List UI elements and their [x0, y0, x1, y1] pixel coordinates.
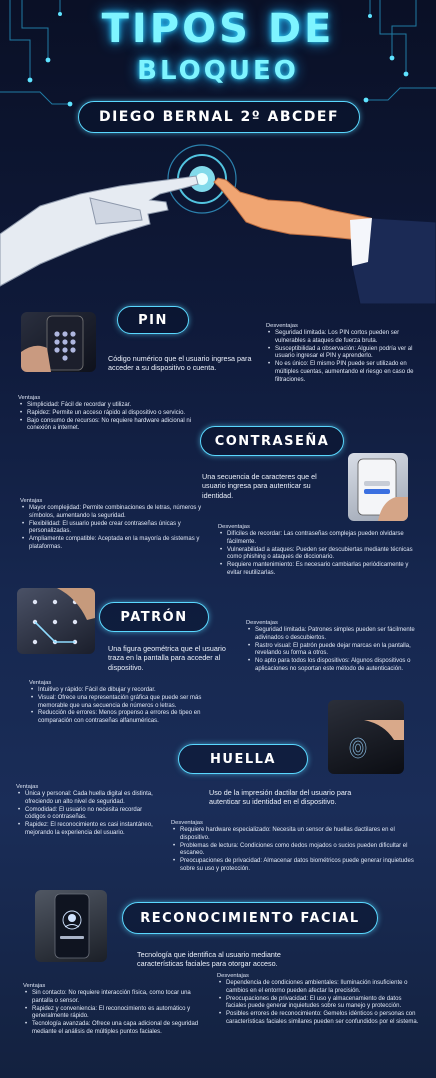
patron-disadvantages: [246, 620, 422, 674]
patron-description: Una figura geométrica que el usuario traza en la pantalla para acceder al dispositivo.: [108, 644, 226, 672]
section-title-contrasena: CONTRASEÑA: [200, 426, 344, 456]
list-item: • Problemas de lectura: Condiciones como dedos mojados o sucios pueden dificultar el escaneo.: [171, 843, 423, 859]
section-title-facial: RECONOCIMIENTO FACIAL: [122, 902, 378, 934]
pin-advantages-label: Ventajas: [18, 395, 41, 401]
list-item: • Reducción de errores: Menos propenso a errores de tipeo en comparación con contraseñas alfanuméricas.: [29, 710, 225, 726]
robot-hand: [0, 176, 198, 286]
contrasena-advantages-label: Ventajas: [20, 498, 43, 504]
facial-advantages-label: Ventajas: [23, 983, 46, 989]
facial-description: Tecnología que identifica al usuario mediante características faciales para otorgar acceso.: [137, 950, 281, 969]
list-item: • Simplicidad: Fácil de recordar y utilizar.: [18, 402, 196, 410]
contrasena-disadvantages: [218, 524, 418, 578]
list-item: • No es único: El mismo PIN puede ser utilizado en múltiples cuentas, aumentando el riesgo en caso de filtraciones.: [266, 361, 426, 384]
list-item: • Seguridad limitada: Patrones simples pueden ser fácilmente adivinados o descubiertos.: [246, 627, 422, 643]
author-banner: DIEGO BERNAL 2º ABCDEF: [78, 101, 360, 133]
pin-description: Código numérico que el usuario ingresa para acceder a su dispositivo o cuenta.: [108, 354, 252, 373]
patron-advantages-label: Ventajas: [29, 680, 52, 686]
pin-advantages: [18, 395, 196, 433]
huella-advantages-label: Ventajas: [16, 784, 39, 790]
huella-disadvantages: [171, 820, 423, 874]
pin-disadvantages-label: Desventajas: [266, 323, 298, 329]
huella-advantages: [16, 784, 164, 838]
contrasena-advantages: [20, 498, 216, 552]
facial-advantages: [23, 983, 203, 1037]
contrasena-disadvantages-label: Desventajas: [218, 524, 250, 530]
huella-photo: [328, 700, 404, 774]
list-item: • Mayor complejidad: Permite combinaciones de letras, números y símbolos, aumentando la seguridad.: [20, 505, 216, 521]
patron-disadvantages-label: Desventajas: [246, 620, 278, 626]
list-item: • Única y personal: Cada huella digital es distinta, ofreciendo un alto nivel de seguridad.: [16, 791, 164, 807]
huella-disadvantages-label: Desventajas: [171, 820, 203, 826]
section-title-patron: PATRÓN: [99, 602, 209, 632]
robot-human-hands-illustration: [0, 136, 436, 304]
patron-photo: [17, 588, 95, 654]
list-item: • Tecnología avanzada: Ofrece una capa adicional de seguridad mediante el análisis de múltiples puntos faciales.: [23, 1021, 203, 1037]
list-item: • Requiere hardware especializado: Necesita un sensor de huellas dactilares en el dispositivo.: [171, 827, 423, 843]
facial-photo: [35, 890, 107, 962]
section-title-huella: HUELLA: [178, 744, 308, 774]
list-item: • Seguridad limitada: Los PIN cortos pueden ser vulnerables a ataques de fuerza bruta.: [266, 330, 426, 346]
pin-disadvantages: [266, 323, 426, 385]
list-item: • Rapidez y conveniencia: El reconocimiento es automático y generalmente rápido.: [23, 1006, 203, 1022]
list-item: • Bajo consumo de recursos: No requiere hardware adicional ni conexión a internet.: [18, 418, 196, 434]
list-item: • Rapidez: El reconocimiento es casi instantáneo, mejorando la experiencia del usuario.: [16, 822, 164, 838]
list-item: • Intuitivo y rápido: Fácil de dibujar y recordar.: [29, 687, 225, 695]
list-item: • Rapidez: Permite un acceso rápido al dispositivo o servicio.: [18, 410, 196, 418]
list-item: • Preocupaciones de privacidad: El uso y almacenamiento de datos faciales puede generar inquietudes sobre su manejo y protección.: [217, 996, 423, 1012]
pin-photo: [21, 312, 96, 372]
list-item: • Preocupaciones de privacidad: Almacenar datos biométricos puede generar inquietudes sobre su uso y protección.: [171, 858, 423, 874]
huella-description: Uso de la impresión dactilar del usuario para autenticar su identidad en el dispositivo.: [209, 788, 352, 807]
list-item: • Flexibilidad: El usuario puede crear contraseñas únicas y personalizadas.: [20, 521, 216, 537]
list-item: • Posibles errores de reconocimiento: Gemelos idénticos o personas con características faciales similares pueden ser confundidos por el sistema.: [217, 1011, 423, 1027]
list-item: • Requiere mantenimiento: Es necesario cambiarlas periódicamente y evitar reutilizarlas.: [218, 562, 418, 578]
list-item: • Sin contacto: No requiere interacción física, como tocar una pantalla o sensor.: [23, 990, 203, 1006]
list-item: • No apto para todos los dispositivos: Algunos dispositivos o aplicaciones no soportan este método de autenticación.: [246, 658, 422, 674]
list-item: • Visual: Ofrece una representación gráfica que puede ser más memorable que una secuencia de números o letras.: [29, 695, 225, 711]
contrasena-photo: [348, 453, 408, 521]
contrasena-description: Una secuencia de caracteres que el usuario ingresa para autenticar su identidad.: [202, 472, 317, 500]
list-item: • Vulnerabilidad a ataques: Pueden ser descubiertas mediante técnicas como phishing o ataques de diccionario.: [218, 547, 418, 563]
patron-advantages: [29, 680, 225, 726]
list-item: • Ampliamente compatible: Aceptada en la mayoría de sistemas y plataformas.: [20, 536, 216, 552]
section-title-pin: PIN: [117, 306, 189, 334]
list-item: • Rastro visual: El patrón puede dejar marcas en la pantalla, revelando su forma a otros.: [246, 643, 422, 659]
page-title: TIPOS DE: [101, 6, 335, 52]
facial-disadvantages: [217, 973, 423, 1027]
list-item: • Dependencia de condiciones ambientales: Iluminación insuficiente o cambios en el entorno pueden afectar la precisión.: [217, 980, 423, 996]
page-subtitle: BLOQUEO: [137, 56, 299, 86]
list-item: • Comodidad: El usuario no necesita recordar códigos o contraseñas.: [16, 807, 164, 823]
list-item: • Susceptibilidad a observación: Alguien podría ver al usuario ingresar el PIN y aprenderlo.: [266, 346, 426, 362]
facial-disadvantages-label: Desventajas: [217, 973, 249, 979]
list-item: • Difíciles de recordar: Las contraseñas complejas pueden olvidarse fácilmente.: [218, 531, 418, 547]
